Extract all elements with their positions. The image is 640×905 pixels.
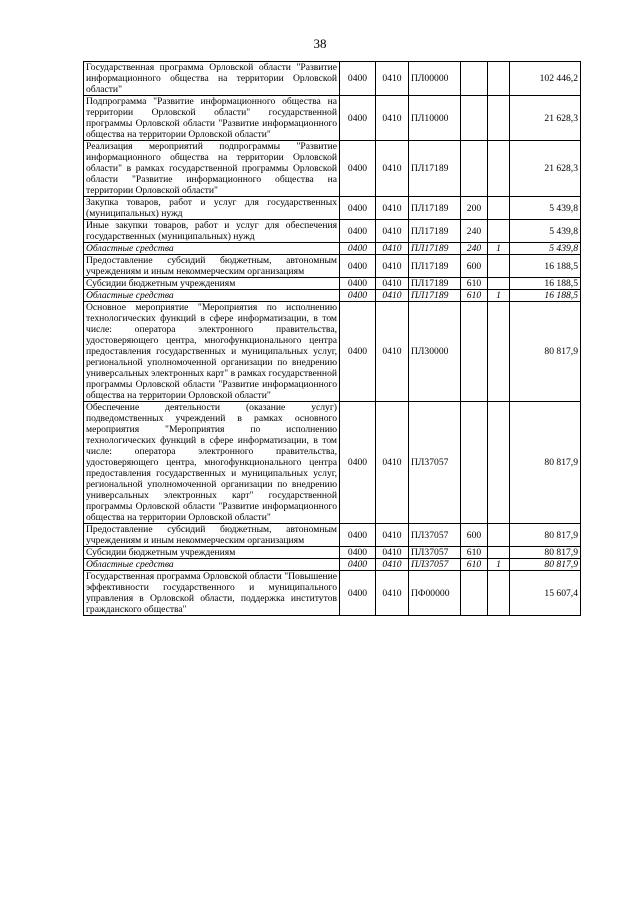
razdel-cell: 0400	[340, 96, 376, 141]
target-article-cell: ПЛ30000	[409, 302, 461, 402]
table-row	[84, 243, 581, 255]
razdel-cell: 0400	[340, 243, 376, 255]
expense-type-cell: 240	[461, 243, 488, 255]
page-number: 38	[313, 36, 327, 51]
razdel-cell: 0400	[340, 547, 376, 559]
target-article-cell: ПЛ17189	[409, 243, 461, 255]
amount-cell: 21 628,3	[510, 141, 581, 197]
funding-source-cell	[488, 197, 510, 220]
budget-table-body	[84, 62, 581, 616]
amount-cell: 80 817,9	[510, 524, 581, 547]
podrazdel-cell: 0410	[376, 547, 409, 559]
amount-cell: 80 817,9	[510, 302, 581, 402]
expense-type-cell: 610	[461, 278, 488, 290]
amount-cell: 80 817,9	[510, 547, 581, 559]
funding-source-cell	[488, 278, 510, 290]
row-name-cell: Закупка товаров, работ и услуг для государственных (муниципальных) нужд	[84, 197, 340, 220]
target-article-cell: ПФ00000	[409, 571, 461, 616]
budget-table	[83, 61, 581, 616]
funding-source-cell	[488, 547, 510, 559]
amount-cell: 15 607,4	[510, 571, 581, 616]
amount-cell: 16 188,5	[510, 255, 581, 278]
razdel-cell: 0400	[340, 402, 376, 524]
funding-source-cell	[488, 96, 510, 141]
expense-type-cell	[461, 96, 488, 141]
target-article-cell: ПЛ17189	[409, 278, 461, 290]
funding-source-cell: 1	[488, 559, 510, 571]
expense-type-cell: 610	[461, 290, 488, 302]
amount-cell: 5 439,8	[510, 220, 581, 243]
table-row	[84, 402, 581, 524]
razdel-cell: 0400	[340, 571, 376, 616]
funding-source-cell	[488, 220, 510, 243]
table-row	[84, 559, 581, 571]
razdel-cell: 0400	[340, 141, 376, 197]
expense-type-cell	[461, 402, 488, 524]
row-name-cell: Предоставление субсидий бюджетным, автономным учреждениям и иным некоммерческим организациям	[84, 524, 340, 547]
podrazdel-cell: 0410	[376, 62, 409, 96]
podrazdel-cell: 0410	[376, 290, 409, 302]
expense-type-cell	[461, 571, 488, 616]
podrazdel-cell: 0410	[376, 220, 409, 243]
expense-type-cell: 240	[461, 220, 488, 243]
podrazdel-cell: 0410	[376, 255, 409, 278]
amount-cell: 5 439,8	[510, 243, 581, 255]
row-name-cell: Обеспечение деятельности (оказание услуг) подведомственных учреждений в рамках основного мероприятия "Мероприятия по исполнению технологических функций в сфере информатизации, в том числе: оператора электронного правительства, удостоверяющего центра, многофункционального центра предоставления государственных и муниципальных услуг, региональной уполномоченной организации по внедрению универсальных электронных карт" государственной программы Орловской области "Развитие информационного общества на территории Орловской области"	[84, 402, 340, 524]
target-article-cell: ПЛ17189	[409, 141, 461, 197]
expense-type-cell: 610	[461, 559, 488, 571]
table-row	[84, 290, 581, 302]
amount-cell: 80 817,9	[510, 402, 581, 524]
table-row	[84, 96, 581, 141]
target-article-cell: ПЛ37057	[409, 402, 461, 524]
table-row	[84, 524, 581, 547]
expense-type-cell	[461, 141, 488, 197]
expense-type-cell: 200	[461, 197, 488, 220]
amount-cell: 16 188,5	[510, 290, 581, 302]
target-article-cell: ПЛ00000	[409, 62, 461, 96]
table-row	[84, 141, 581, 197]
target-article-cell: ПЛ37057	[409, 547, 461, 559]
funding-source-cell	[488, 402, 510, 524]
amount-cell: 5 439,8	[510, 197, 581, 220]
funding-source-cell	[488, 524, 510, 547]
razdel-cell: 0400	[340, 197, 376, 220]
funding-source-cell: 1	[488, 243, 510, 255]
row-name-cell: Субсидии бюджетным учреждениям	[84, 278, 340, 290]
razdel-cell: 0400	[340, 220, 376, 243]
razdel-cell: 0400	[340, 255, 376, 278]
row-name-cell: Государственная программа Орловской области "Повышение эффективности государственного и муниципального управления в Орловской области, поддержка институтов гражданского общества"	[84, 571, 340, 616]
podrazdel-cell: 0410	[376, 141, 409, 197]
funding-source-cell	[488, 62, 510, 96]
amount-cell: 80 817,9	[510, 559, 581, 571]
podrazdel-cell: 0410	[376, 197, 409, 220]
target-article-cell: ПЛ17189	[409, 255, 461, 278]
funding-source-cell: 1	[488, 290, 510, 302]
amount-cell: 16 188,5	[510, 278, 581, 290]
expense-type-cell: 600	[461, 524, 488, 547]
funding-source-cell	[488, 141, 510, 197]
podrazdel-cell: 0410	[376, 524, 409, 547]
podrazdel-cell: 0410	[376, 278, 409, 290]
table-row	[84, 255, 581, 278]
razdel-cell: 0400	[340, 278, 376, 290]
funding-source-cell	[488, 571, 510, 616]
razdel-cell: 0400	[340, 524, 376, 547]
target-article-cell: ПЛ17189	[409, 290, 461, 302]
row-name-cell: Основное мероприятие "Мероприятия по исполнению технологических функций в сфере информатизации, в том числе: оператора электронного правительства, удостоверяющего центра, многофункционального центра предоставления государственных и муниципальных услуг, региональной уполномоченной организации по внедрению универсальных электронных карт" в рамках государственной программы Орловской области "Развитие информационного общества на территории Орловской области"	[84, 302, 340, 402]
row-name-cell: Государственная программа Орловской области "Развитие информационного общества на территории Орловской области"	[84, 62, 340, 96]
razdel-cell: 0400	[340, 290, 376, 302]
target-article-cell: ПЛ17189	[409, 197, 461, 220]
funding-source-cell	[488, 255, 510, 278]
row-name-cell: Иные закупки товаров, работ и услуг для обеспечения государственных (муниципальных) нужд	[84, 220, 340, 243]
row-name-cell: Предоставление субсидий бюджетным, автономным учреждениям и иным некоммерческим организациям	[84, 255, 340, 278]
podrazdel-cell: 0410	[376, 402, 409, 524]
target-article-cell: ПЛ10000	[409, 96, 461, 141]
table-row	[84, 302, 581, 402]
podrazdel-cell: 0410	[376, 96, 409, 141]
podrazdel-cell: 0410	[376, 243, 409, 255]
expense-type-cell: 610	[461, 547, 488, 559]
table-row	[84, 278, 581, 290]
podrazdel-cell: 0410	[376, 571, 409, 616]
podrazdel-cell: 0410	[376, 302, 409, 402]
expense-type-cell: 600	[461, 255, 488, 278]
row-name-cell: Подпрограмма "Развитие информационного общества на территории Орловской области" государственной программы Орловской области "Развитие информационного общества на территории Орловской области"	[84, 96, 340, 141]
funding-source-cell	[488, 302, 510, 402]
table-row	[84, 571, 581, 616]
table-row	[84, 62, 581, 96]
amount-cell: 102 446,2	[510, 62, 581, 96]
podrazdel-cell: 0410	[376, 559, 409, 571]
amount-cell: 21 628,3	[510, 96, 581, 141]
row-name-cell: Реализация мероприятий подпрограммы "Развитие информационного общества на территории Орловской области" в рамках государственной программы Орловской области "Развитие информационного общества на территории Орловской области"	[84, 141, 340, 197]
row-name-cell: Областные средства	[84, 290, 340, 302]
target-article-cell: ПЛ37057	[409, 524, 461, 547]
table-row	[84, 197, 581, 220]
target-article-cell: ПЛ17189	[409, 220, 461, 243]
razdel-cell: 0400	[340, 302, 376, 402]
table-row	[84, 220, 581, 243]
row-name-cell: Областные средства	[84, 559, 340, 571]
table-row	[84, 547, 581, 559]
razdel-cell: 0400	[340, 559, 376, 571]
row-name-cell: Областные средства	[84, 243, 340, 255]
target-article-cell: ПЛ37057	[409, 559, 461, 571]
razdel-cell: 0400	[340, 62, 376, 96]
expense-type-cell	[461, 62, 488, 96]
row-name-cell: Субсидии бюджетным учреждениям	[84, 547, 340, 559]
expense-type-cell	[461, 302, 488, 402]
